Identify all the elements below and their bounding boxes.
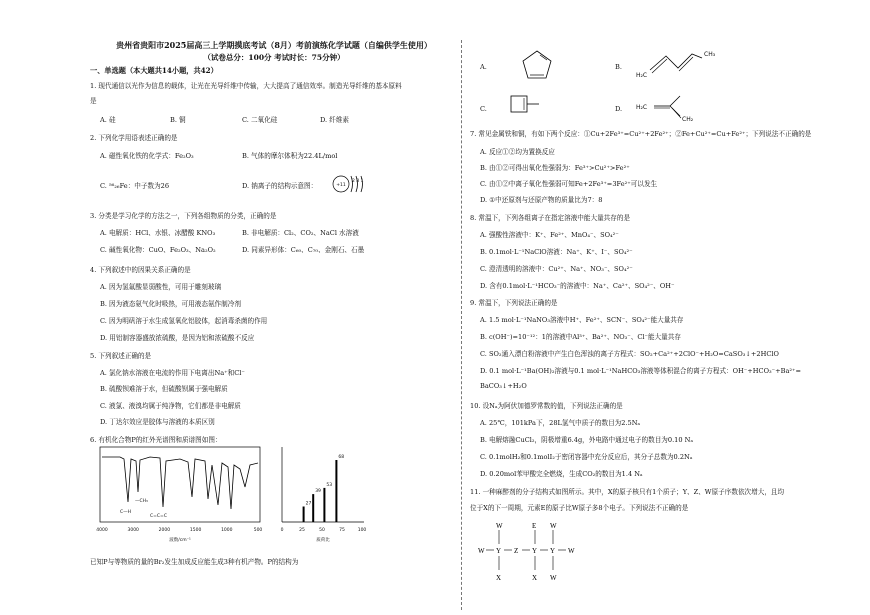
nucleus-label: +11 [336, 183, 346, 188]
q1-option-b: B. 铜 [170, 116, 186, 124]
q6-option-d: D. [615, 105, 623, 113]
q2-option-d: D. 钠离子的结构示意图： [242, 182, 318, 190]
atom-y-right: Y [550, 547, 556, 555]
q6-option-b: B. [615, 63, 622, 71]
atom-x-bottom-mid: X [532, 574, 538, 582]
ms-x-axis-label: 质荷比 [316, 538, 330, 543]
q1-option-c: C. 二氧化硅 [242, 116, 278, 124]
atom-w-top-left: W [496, 522, 503, 530]
q6-tail: 已知P与等物质的量的Br₂发生加成反应能生成3种有机产物。P的结构为 [90, 558, 299, 566]
ir-x-tick: 1500 [189, 528, 202, 533]
q9-option-b: B. c(OH⁻)=10⁻¹²：1的溶液中Al³⁺、Ba²⁺、NO₃⁻、Cl⁻能大量共存 [480, 333, 681, 341]
q5-option-d: D. 丁达尔效应是胶体与溶液的本质区别 [100, 418, 215, 426]
cyclopentadiene-structure [520, 48, 554, 82]
q8-stem: 8. 常温下，下列各组离子在指定溶液中能大量共存的是 [470, 214, 631, 222]
h2c-label: H₂C [636, 72, 648, 79]
ch2-label: CH₂ [682, 116, 694, 123]
q4-option-a: A. 因为氢氟酸显弱酸性，可用于雕刻玻璃 [100, 283, 222, 291]
q1-stem: 1. 现代通信以光作为信息的载体，让光在光导纤维中传输，大大提高了通信效率。制造光导纤维的基本原料 [90, 82, 402, 90]
q6-stem: 6. 有机化合物P的红外光谱图和质谱图如图： [90, 436, 222, 444]
q2-option-a: A. 磁性氧化铁的化学式：Fe₂O₃ [100, 152, 194, 160]
q4-option-b: B. 因为液态氨气化时吸热，可用液态氨作制冷剂 [100, 300, 241, 308]
atom-x-bottom-left: X [496, 574, 502, 582]
q5-option-a: A. 氯化钠水溶液在电流的作用下电离出Na⁺和Cl⁻ [100, 369, 245, 377]
q7-option-c: C. 由①②中离子氧化性强弱可知Fe+2Fe³⁺=3Fe²⁺可以发生 [480, 180, 658, 188]
q3-option-a: A. 电解质：HCl、水银、冰醋酸 KNO₃ [100, 229, 216, 237]
q9-option-d-cont: BaCO₃↓+H₂O [480, 382, 527, 390]
isoprene-structure [636, 88, 715, 123]
q1-option-a: A. 硅 [100, 116, 116, 124]
q9-stem: 9. 常温下，下列说法正确的是 [470, 299, 558, 307]
q1-option-d: D. 纤维素 [320, 116, 350, 124]
ir-x-tick: 4000 [96, 528, 108, 533]
ms-peak-bar [312, 494, 314, 522]
atom-w-right: W [568, 547, 575, 555]
q3-stem: 3. 分类是学习化学的方法之一，下列各组物质的分类，正确的是 [90, 212, 277, 220]
q5-option-c: C. 液氯、液溴均属于纯净物，它们都是非电解质 [100, 402, 241, 410]
q9-option-a: A. 1.5 mol·L⁻¹NaNO₃溶液中H⁺、Fe²⁺、SCN⁻、SO₄²⁻能大量共存 [480, 316, 684, 324]
q2-option-b: B. 气体的摩尔体积为22.4L/mol [242, 152, 338, 160]
methylcyclobutene-structure [505, 90, 550, 120]
q2-option-c: C. ⁵⁶₂₆Fe：中子数为26 [100, 182, 170, 190]
q8-option-b: B. 0.1mol·L⁻¹NaClO溶液：Na⁺、K⁺、I⁻、SO₄²⁻ [480, 248, 633, 256]
q8-option-c: C. 澄清透明的溶液中：Cu²⁺、Na⁺、NO₃⁻、SO₄²⁻ [480, 265, 633, 273]
ir-peak-label-ch: C—H [120, 510, 132, 515]
q6-option-a: A. [480, 63, 487, 71]
ir-x-tick: 2000 [158, 528, 171, 533]
ir-peak-label-ch3: —CH₃ [135, 499, 148, 504]
ch3-label: CH₃ [704, 51, 716, 58]
q7-option-d: D. ①中还原剂与还原产物的质量比为7：8 [480, 196, 603, 204]
section-heading: 一、单选题（本大题共14小题，共42） [90, 66, 218, 75]
ms-peak-bar [303, 507, 305, 523]
q10-option-b: B. 电解熔融CuCl₂，阴极增重6.4g，外电路中通过电子的数目为0.10 Nₐ [480, 436, 693, 444]
q8-option-a: A. 强酸性溶液中：K⁺、Fe²⁺、MnO₄⁻、SO₄²⁻ [480, 231, 619, 239]
atom-z: Z [514, 547, 519, 555]
ms-x-tick: 0 [280, 528, 284, 533]
shell-electrons: 2 8 1 [352, 179, 364, 184]
q6-option-c: C. [480, 105, 487, 113]
ms-peak-label: 27 [305, 501, 312, 507]
ir-x-tick: 3000 [127, 528, 139, 533]
ir-x-axis-label: 波数/cm⁻¹ [169, 538, 191, 543]
q2-stem: 2. 下列化学用语表述正确的是 [90, 134, 178, 142]
q10-option-c: C. 0.1molH₂和0.1molI₂于密闭容器中充分反应后，其分子总数为0.2Nₐ [480, 453, 693, 461]
q8-option-d: D. 含有0.1mol·L⁻¹HCO₃⁻的溶液中：Na⁺、Ca²⁺、SO₄²⁻、OH⁻ [480, 282, 675, 290]
ms-peak-bar [323, 488, 325, 522]
q5-stem: 5. 下列叙述正确的是 [90, 352, 152, 360]
q7-stem: 7. 常见金属铁和铜，有如下两个反应：①Cu+2Fe³⁺=Cu²⁺+2Fe²⁺；②Fe+Cu²⁺=Cu+Fe²⁺；下列说法不正确的是 [470, 130, 812, 138]
atom-y-mid: Y [532, 547, 538, 555]
atom-w-bottom-right: W [550, 574, 557, 582]
q7-option-a: A. 反应①②均为置换反应 [480, 148, 555, 156]
ms-x-tick: 50 [319, 528, 325, 533]
q3-option-b: B. 非电解质：Cl₂、CO₂、NaCl 水溶液 [242, 229, 359, 237]
ir-x-tick: 500 [253, 528, 263, 533]
q7-option-b: B. 由①②可得出氧化性强弱为：Fe³⁺>Cu²⁺>Fe²⁺ [480, 164, 630, 172]
q1-stem-cont: 是 [90, 97, 97, 105]
ms-peak-label: 68 [338, 455, 345, 460]
q10-option-a: A. 25℃，101kPa下，28L氢气中质子的数目为2.5Nₐ [480, 419, 641, 427]
q3-option-d: D. 同素异形体：C₆₀、C₇₀、金刚石、石墨 [242, 246, 365, 254]
ms-peak-bar [335, 460, 337, 522]
q9-option-d: D. 0.1 mol·L⁻¹Ba(OH)₂溶液与0.1 mol·L⁻¹NaHCO₃溶液等体积混合的离子方程式：OH⁻+HCO₃⁻+Ba²⁺= [480, 367, 802, 375]
q9-option-c: C. SO₂通入漂白粉溶液中产生白色浑浊的离子方程式：SO₂+Ca²⁺+2ClO⁻+H₂O=CaSO₃↓+2HClO [480, 350, 779, 358]
column-divider [461, 40, 462, 610]
atom-y-left: Y [496, 547, 502, 555]
ms-x-tick: 25 [299, 528, 305, 533]
q4-stem: 4. 下列叙述中的因果关系正确的是 [90, 266, 191, 274]
exam-info: （试卷总分：100分 考试时长：75分钟） [203, 53, 345, 62]
mass-spectrum-figure [282, 447, 372, 542]
ms-peak-label: 53 [326, 482, 333, 488]
q5-option-b: B. 硫酸钡难溶于水，但硫酸钡属于强电解质 [100, 385, 228, 393]
q4-option-d: D. 用铝制容器盛放浓硫酸，是因为铝和浓硫酸不反应 [100, 334, 255, 342]
atom-w-top-right: W [550, 522, 557, 530]
q3-option-c: C. 碱性氧化物：CuO、Fe₂O₃、Na₂O₂ [100, 246, 216, 254]
h2c-label-d: H₂C [636, 104, 648, 111]
anesthetic-molecule-structure [478, 520, 588, 586]
ir-peak-label-cce: C=C=C [150, 514, 167, 519]
q10-option-d: D. 0.20mol苯甲酸完全燃烧，生成CO₂的数目为1.4 Nₐ [480, 470, 643, 478]
q10-stem: 10. 设Nₐ为阿伏加德罗常数的值，下列说法正确的是 [470, 402, 623, 410]
q11-stem-cont: 位于X的下一周期，元素E的原子比W原子多8个电子。下列说法不正确的是 [470, 504, 689, 512]
atom-e-top: E [532, 522, 537, 530]
ms-x-tick: 75 [339, 528, 345, 533]
ir-transmittance-curve [102, 457, 258, 509]
sodium-ion-diagram [330, 173, 370, 195]
ms-peak-label: 39 [315, 489, 321, 495]
ir-spectrum-figure [96, 447, 265, 543]
pentadiene-structure [636, 44, 720, 80]
page-title: 贵州省贵阳市2025届高三上学期摸底考试（8月）考前演练化学试题（自编供学生使用） [116, 40, 432, 50]
ms-x-tick: 100 [357, 528, 367, 533]
q11-stem: 11. 一种麻醉剂的分子结构式如图所示。其中，X的原子核只有1个质子；Y、Z、W原子序数依次增大，且均 [470, 488, 785, 496]
ir-x-tick: 1000 [221, 528, 233, 533]
atom-w-left: W [478, 547, 485, 555]
q4-option-c: C. 因为明矾溶于水生成氢氧化铝胶体，起消毒杀菌的作用 [100, 317, 268, 325]
